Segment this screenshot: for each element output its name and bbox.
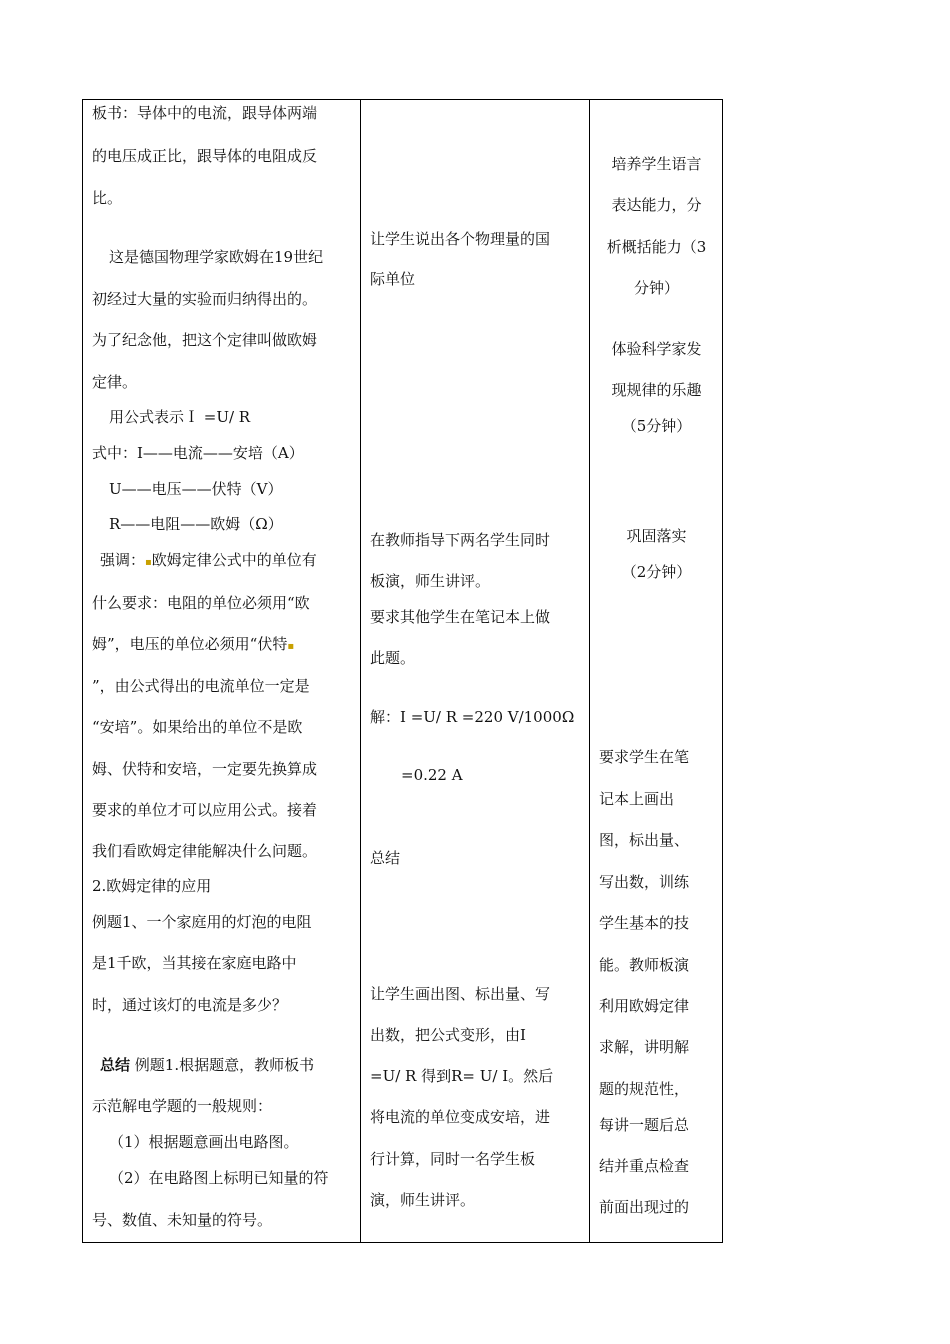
text-line: 析概括能力（3 [606, 238, 707, 256]
text-line: 例题1、一个家庭用的灯泡的电阻 [92, 913, 312, 931]
text-line: 培养学生语言 [611, 155, 702, 173]
section-heading: 2.欧姆定律的应用 [92, 877, 212, 895]
text-line: 现规律的乐趣 [611, 381, 702, 399]
text-line: 这是德国物理学家欧姆在19世纪 [109, 248, 324, 266]
design-intent-cell [590, 100, 723, 1242]
stray-mark: ▪ [145, 557, 152, 568]
text-line: 让学生说出各个物理量的国 [370, 230, 551, 248]
solution-result: =0.22 A [401, 766, 463, 784]
formula-line: 用公式表示Ｉ =U/ R [109, 408, 251, 426]
text-line: 时，通过该灯的电流是多少？ [92, 996, 288, 1014]
text-line: “安培”。如果给出的单位不是欧 [92, 718, 303, 736]
summary-label: 总结 [100, 1056, 131, 1074]
text-line: 在教师指导下两名学生同时 [370, 531, 551, 549]
emphasis-text: 欧姆定律公式中的单位有 [151, 551, 317, 569]
student-activity-cell [361, 100, 589, 1242]
text-line: 姆、伏特和安培，一定要先换算成 [92, 760, 318, 778]
text-line: 巩固落实 [626, 527, 687, 545]
text-line: 分钟） [633, 279, 679, 297]
text-line: 能。教师板演 [599, 956, 690, 974]
lesson-plan-table [82, 99, 723, 1243]
text-line: 什么要求：电阻的单位必须用“欧 [92, 594, 310, 612]
text-line: 是1千欧，当其接在家庭电路中 [92, 954, 297, 972]
text-line: 要求其他学生在笔记本上做 [370, 608, 551, 626]
text-line: R——电阻——欧姆（Ω） [109, 515, 283, 533]
text-line: 表达能力，分 [611, 196, 702, 214]
text-line: 每讲一题后总 [599, 1116, 690, 1134]
text-line: 总结 [370, 849, 401, 867]
emphasis-label: 强调： [100, 551, 146, 569]
text-line [100, 550, 317, 573]
rule-item: （2）在电路图上标明已知量的符 [109, 1169, 329, 1187]
text-line: =U/ R 得到R= U/ I。然后 [370, 1067, 554, 1085]
text-line: 初经过大量的实验而归纳得出的。 [92, 290, 318, 308]
text-line [92, 634, 294, 657]
text-line: 号、数值、未知量的符号。 [92, 1211, 273, 1229]
text-line: 演，师生讲评。 [370, 1191, 476, 1209]
text-line: 我们看欧姆定律能解决什么问题。 [92, 842, 318, 860]
text-span: 姆”，电压的单位必须用“伏特 [92, 635, 288, 653]
text-line: 利用欧姆定律 [599, 997, 690, 1015]
text-line: 结并重点检查 [599, 1157, 690, 1175]
rule-item: （1）根据题意画出电路图。 [109, 1133, 299, 1151]
text-line: 写出数，训练 [599, 873, 690, 891]
text-line: 前面出现过的 [599, 1198, 690, 1216]
time-note: （5分钟） [621, 417, 692, 435]
text-line: 出数，把公式变形，由I [370, 1026, 526, 1044]
text-line: 要求的单位才可以应用公式。接着 [92, 801, 318, 819]
teaching-content-cell [83, 100, 360, 1242]
summary-text: 例题1.根据题意，教师板书 [134, 1056, 315, 1074]
text-line: 体验科学家发 [611, 340, 702, 358]
stray-mark: ▪ [287, 641, 295, 652]
text-line: 学生基本的技 [599, 914, 690, 932]
text-line: 行计算，同时一名学生板 [370, 1150, 536, 1168]
text-line: 将电流的单位变成安培，进 [370, 1108, 551, 1126]
text-line: 求解，讲明解 [599, 1038, 690, 1056]
text-line: U——电压——伏特（V） [109, 480, 283, 498]
text-line: 板书：导体中的电流，跟导体两端 [92, 104, 318, 122]
text-line: 此题。 [370, 649, 416, 667]
text-line: 板演，师生讲评。 [370, 572, 491, 590]
text-line [100, 1055, 314, 1075]
text-line: ”，由公式得出的电流单位一定是 [92, 677, 310, 695]
text-line: 定律。 [92, 373, 138, 391]
text-line: 图，标出量、 [599, 831, 690, 849]
text-line: 为了纪念他，把这个定律叫做欧姆 [92, 331, 318, 349]
text-line: 题的规范性， [599, 1080, 690, 1098]
solution-line: 解：I =U/ R =220 V/1000Ω [370, 708, 575, 726]
text-line: 的电压成正比，跟导体的电阻成反 [92, 147, 318, 165]
text-line: 让学生画出图、标出量、写 [370, 985, 551, 1003]
text-line: 际单位 [370, 270, 416, 288]
text-line: 要求学生在笔 [599, 748, 690, 766]
text-line: 比。 [92, 189, 123, 207]
text-line: 记本上画出 [599, 790, 675, 808]
text-line: 式中：I——电流——安培（A） [92, 444, 304, 462]
text-line: 示范解电学题的一般规则： [92, 1097, 273, 1115]
time-note: （2分钟） [621, 563, 692, 581]
